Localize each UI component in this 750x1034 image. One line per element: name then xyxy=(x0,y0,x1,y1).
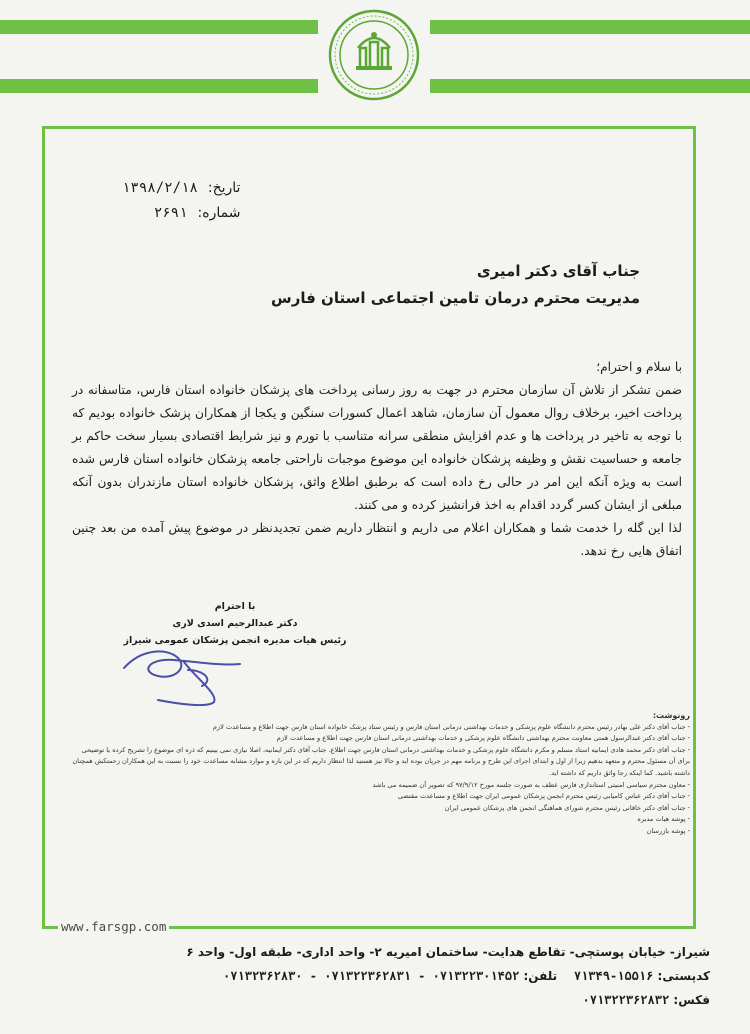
footer xyxy=(60,940,710,1012)
addressee-name: جناب آقای دکتر امیری xyxy=(476,262,640,280)
addressee xyxy=(271,258,640,312)
cc-item: - جناب آقای دکتر محمد هادی ایمانیه استاد مسلم و مکرم دانشگاه علوم پزشکی و خدمات بهداشتی درمانی استان فارس جهت اطلاع. جناب آقای دکتر ایمانیه، اصلا نیازی نمی بینیم که ذره ای موضوع را تشریح کرده یا توضیحی برای آن مسئول محترم و متعهد بدهیم زیرا از اول و ابتدای اجرای این طرح و برنامه مهم در جریان بوده اید و حالا نیز هستید لذا انتظار داریم که در این باره و موارد مشابه مساعدت خود را نسبت به این همکاران زحمتکش همچنان داشته باشید. کما اینکه رجا واثق داریم که داشته اید. xyxy=(72,745,690,777)
cc-item: - معاون محترم سیاسی امنیتی استانداری فارس عطف به صورت جلسه مورخ ۹۷/۹/۱۲ که تصویر آن ضمیمه می باشد xyxy=(372,780,690,789)
cc-item: - جناب آقای دکتر عباس کامیابی رئیس محترم انجمن پزشکان عمومی ایران جهت اطلاع و مساعدت مقتضی xyxy=(397,792,690,801)
website-link[interactable]: www.farsgp.com xyxy=(58,919,169,934)
footer-contact-row xyxy=(60,964,710,988)
footer-fax-row xyxy=(60,988,710,1012)
signer-title: رئیس هیات مدیره انجمن پزشکان عمومی شیراز xyxy=(123,635,347,646)
letter-body xyxy=(72,356,682,563)
cc-item: - پوشه بازرسان xyxy=(646,826,690,835)
handwritten-signature xyxy=(118,640,248,710)
footer-address: شیراز- خیابان پوستچی- تقاطع هدایت- ساختمان امیریه ۲- واحد اداری- طبقه اول- واحد ۶ xyxy=(186,945,710,959)
date-row xyxy=(122,176,240,201)
society-seal-icon xyxy=(326,8,422,102)
cc-list xyxy=(68,710,690,838)
cc-item: - جناب آقای دکتر علی بهادر رئیس محترم دانشگاه علوم پزشکی و خدمات بهداشتی درمانی استان فارس و رئیس ستاد پزشک خانواده استان فارس جهت اطلاع و مساعدت لازم xyxy=(212,722,690,731)
postal-value: ۱۵۵۱۶-۷۱۳۴۹ xyxy=(573,969,654,983)
number-value: ۲۶۹۱ xyxy=(153,205,188,221)
number-row xyxy=(122,201,240,226)
fax-value: ۰۷۱۳۲۲۳۶۲۸۳۲ xyxy=(582,993,670,1007)
body-paragraph-1: ضمن تشکر از تلاش آن سازمان محترم در جهت به روز رسانی پرداخت های پزشکان خانواده استان فارس، متاسفانه در پرداخت اخیر، برخلاف روال معمول آن سازمان، شاهد اعمال کسورات سنگین و یکجا از همکاران پزشک خانواده بودیم که با توجه به تاخیر در پرداخت ها و عدم افزایش منطقی سرانه متناسب با تورم و نیز شرایط اقتصادی بسیار سخت حاکم بر جامعه و حساسیت نقش و وظیفه پزشکان خانواده این موضوع موجبات ناراحتی جامعه پزشکان خانواده استان فارس شده است به ویژه آنکه این امر در حالی رخ داده است که برطبق اطلاع واثق، پزشکان خانواده استان مازندران بدون آنکه مبلغی از ایشان کسر گردد اقدام به اخذ فرانشیز کرده و می کنند. xyxy=(72,383,682,512)
addressee-office: مدیریت محترم درمان تامین اجتماعی استان فارس xyxy=(271,289,640,307)
letter-meta xyxy=(122,176,240,226)
date-label: تاریخ: xyxy=(207,180,241,196)
frame-top-line xyxy=(42,126,696,129)
fax-label: فکس: xyxy=(673,993,710,1007)
date-value: ۱۳۹۸/۲/۱۸ xyxy=(122,180,198,196)
cc-heading: رونوشت: xyxy=(652,711,690,720)
greeting: با سلام و احترام؛ xyxy=(596,360,682,374)
signer-name: دکتر عبدالرحیم اسدی لاری xyxy=(172,618,298,629)
cc-item: - جناب آقای دکتر خاقانی رئیس محترم شورای هماهنگی انجمن های پزشکان عمومی ایران xyxy=(444,803,690,812)
header-logo xyxy=(318,7,430,103)
closing: با احترام xyxy=(214,601,256,612)
cc-item: - پوشه هیات مدیره xyxy=(637,815,690,824)
body-paragraph-2: لذا این گله را خدمت شما و همکاران اعلام می داریم و انتظار داریم ضمن تجدیدنظر در موضوع پیش آمده من بعد چنین اتفاق هایی رخ ندهد. xyxy=(72,521,682,558)
postal-label: کدپستی: xyxy=(657,969,710,983)
number-label: شماره: xyxy=(197,205,241,221)
phone-label: تلفن: xyxy=(523,969,558,983)
phone-value: ۰۷۱۳۲۲۳۰۱۴۵۲ - ۰۷۱۳۲۲۳۶۲۸۳۱ - ۰۷۱۳۲۳۶۲۸۳۰ xyxy=(223,969,520,983)
cc-item: - جناب آقای دکتر عبدالرسول همتی معاونت محترم بهداشتی دانشگاه علوم پزشکی و خدمات بهداشتی درمانی استان فارس جهت اطلاع و مساعدت لازم xyxy=(276,734,690,743)
